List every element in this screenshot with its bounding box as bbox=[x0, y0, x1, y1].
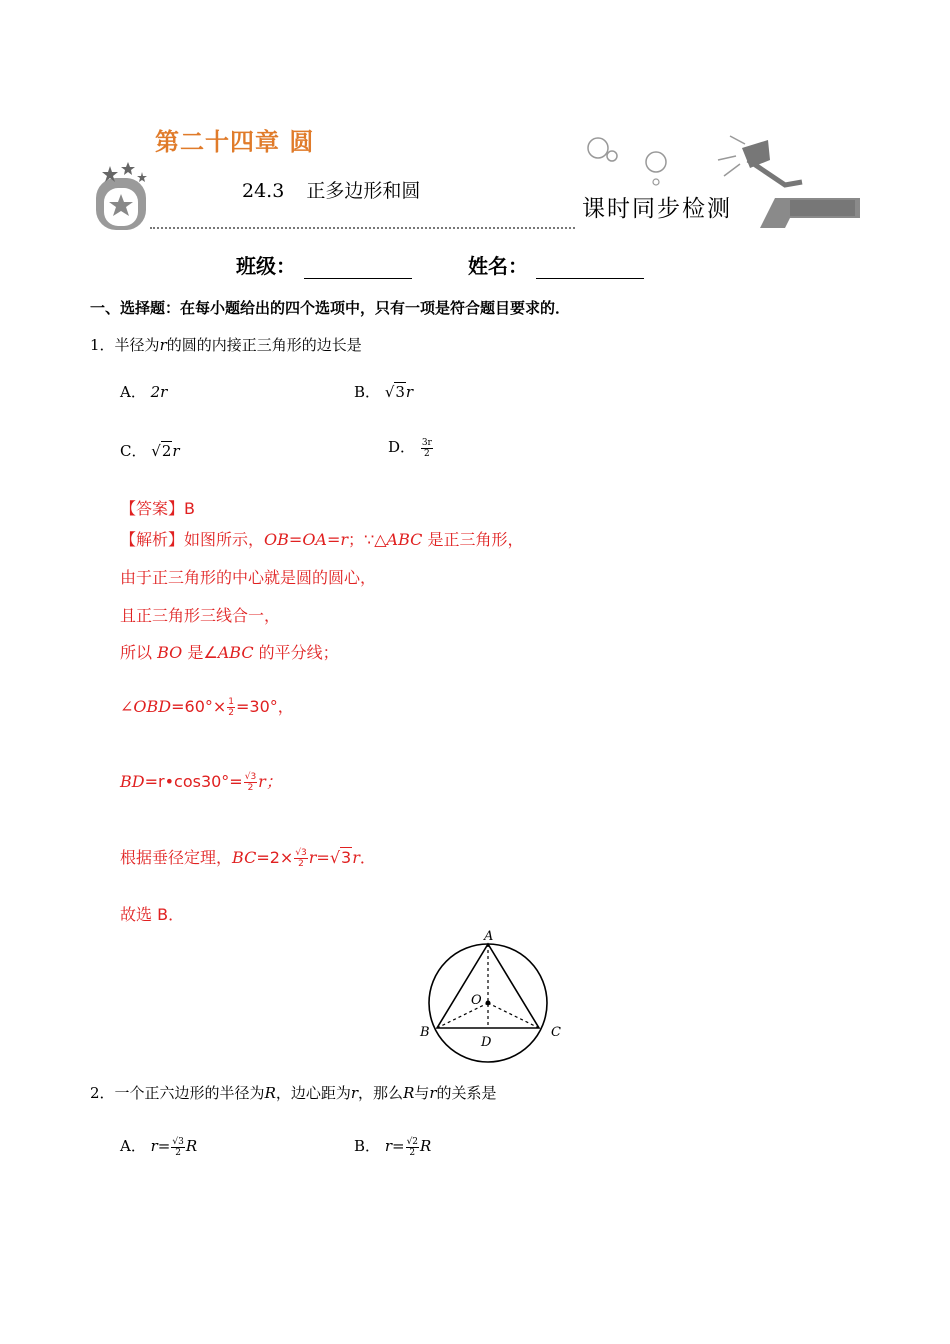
stem-variable: r bbox=[429, 1084, 437, 1102]
name-field bbox=[468, 250, 644, 279]
analysis-line-1 bbox=[120, 527, 524, 550]
denominator: 2 bbox=[175, 1147, 181, 1158]
numerator: √3 bbox=[295, 848, 307, 858]
option-label: B． bbox=[354, 383, 381, 401]
question-2-stem bbox=[90, 1082, 497, 1103]
option-label: A． bbox=[120, 1137, 146, 1155]
stem-text: 半径为 bbox=[114, 336, 160, 354]
question-number: 1． bbox=[90, 336, 115, 354]
math: ∠OBD bbox=[120, 697, 172, 716]
text: 根据垂径定理， bbox=[120, 848, 233, 867]
sqrt-expression: √2 bbox=[151, 442, 172, 460]
math: BO bbox=[157, 643, 183, 662]
text: =30°， bbox=[236, 697, 294, 716]
name-blank[interactable] bbox=[536, 258, 644, 279]
stem-variable: r bbox=[159, 336, 167, 354]
q1-option-c[interactable] bbox=[120, 440, 180, 461]
option-label: B． bbox=[354, 1137, 381, 1155]
chapter-title: 第二十四章 圆 bbox=[155, 128, 315, 156]
analysis-tag: 【解析】 bbox=[120, 530, 185, 549]
denominator: 2 bbox=[247, 783, 254, 793]
banner-label: 课时同步检测 bbox=[582, 196, 732, 222]
option-value: 2r bbox=[150, 383, 168, 401]
text: 的平分线； bbox=[253, 643, 339, 662]
fraction bbox=[294, 848, 307, 869]
denominator: 2 bbox=[423, 448, 430, 459]
class-label: 班级： bbox=[236, 254, 296, 278]
answer-value: B bbox=[184, 499, 195, 518]
numerator: √3 bbox=[244, 772, 257, 782]
fraction bbox=[406, 1137, 419, 1158]
section-title: 正多边形和圆 bbox=[306, 180, 421, 202]
q1-option-a[interactable] bbox=[120, 381, 167, 402]
question-1-stem bbox=[90, 334, 362, 355]
label-d: D bbox=[481, 1035, 492, 1050]
label-b: B bbox=[420, 1025, 430, 1040]
sqrt-expression: √3 bbox=[384, 383, 405, 401]
text: 是∠ bbox=[182, 643, 218, 662]
text: =r•cos30°= bbox=[144, 772, 243, 791]
analysis-line-4 bbox=[120, 640, 339, 663]
math: BD bbox=[120, 772, 145, 791]
analysis-line-8: 故选 B． bbox=[120, 905, 185, 924]
text: 所以 bbox=[120, 643, 158, 662]
numerator: 3r bbox=[421, 437, 432, 448]
fraction bbox=[171, 1137, 184, 1158]
answer-line bbox=[120, 496, 195, 519]
analysis-line-3: 且正三角形三线合一， bbox=[120, 606, 281, 625]
math: ABC bbox=[217, 643, 254, 662]
radicand: 2 bbox=[161, 442, 172, 460]
analysis-line-5 bbox=[120, 694, 294, 718]
class-field bbox=[236, 250, 412, 279]
label-o: O bbox=[471, 993, 482, 1008]
stem-text: 与 bbox=[414, 1084, 430, 1102]
q2-option-a[interactable] bbox=[120, 1135, 197, 1158]
text: =2× bbox=[256, 848, 294, 867]
denominator: 2 bbox=[409, 1147, 416, 1158]
label-a: A bbox=[484, 929, 494, 944]
math: ABC bbox=[386, 530, 423, 549]
numerator: √2 bbox=[406, 1136, 419, 1147]
math: r bbox=[352, 848, 360, 867]
denominator: 2 bbox=[228, 708, 235, 718]
math: r； bbox=[258, 772, 282, 791]
text: ；∵△ bbox=[348, 530, 387, 549]
radicand: 3 bbox=[395, 383, 405, 401]
stem-text: 一个正六边形的半径为 bbox=[114, 1084, 265, 1102]
section-heading bbox=[242, 176, 420, 203]
stem-text: 的圆的内接正三角形的边长是 bbox=[166, 336, 362, 354]
analysis-line-7 bbox=[120, 845, 376, 869]
stem-text: ，那么 bbox=[358, 1084, 404, 1102]
stem-variable: R bbox=[264, 1084, 276, 1102]
math: R bbox=[185, 1137, 198, 1155]
math: OB=OA=r bbox=[264, 530, 349, 549]
option-label: D． bbox=[388, 438, 416, 456]
denominator: 2 bbox=[298, 859, 304, 869]
radicand: 3 bbox=[341, 848, 352, 867]
star-badge-icon bbox=[90, 160, 160, 232]
q2-option-b[interactable] bbox=[354, 1135, 431, 1158]
text: ． bbox=[359, 848, 376, 867]
section-number: 24.3 bbox=[242, 180, 285, 202]
option-label: C． bbox=[120, 442, 147, 460]
stem-variable: r bbox=[350, 1084, 359, 1102]
fraction bbox=[421, 438, 433, 459]
text: =60°× bbox=[171, 697, 227, 716]
numerator: 1 bbox=[228, 697, 235, 707]
text: 如图所示， bbox=[184, 530, 265, 549]
option-variable: r bbox=[405, 383, 414, 401]
label-c: C bbox=[551, 1025, 561, 1040]
stem-variable: R bbox=[403, 1084, 415, 1102]
q1-option-b[interactable] bbox=[354, 381, 413, 402]
stem-text: 的关系是 bbox=[436, 1084, 497, 1102]
name-label: 姓名： bbox=[468, 254, 528, 278]
header-divider bbox=[150, 227, 575, 229]
center-point bbox=[486, 1001, 491, 1006]
sqrt-expression: √3 bbox=[329, 848, 352, 867]
math: r= bbox=[384, 1137, 405, 1155]
fraction bbox=[244, 772, 257, 793]
question-number: 2． bbox=[90, 1084, 115, 1102]
answer-tag: 【答案】 bbox=[120, 499, 185, 518]
text: 是正三角形， bbox=[422, 530, 524, 549]
q1-option-d[interactable] bbox=[388, 436, 434, 459]
option-label: A． bbox=[120, 383, 146, 401]
math: r= bbox=[308, 848, 330, 867]
class-blank[interactable] bbox=[304, 258, 412, 279]
numerator: √3 bbox=[172, 1136, 184, 1147]
analysis-line-2: 由于正三角形的中心就是圆的圆心， bbox=[120, 568, 377, 587]
stem-text: ，边心距为 bbox=[275, 1084, 351, 1102]
option-variable: r bbox=[172, 442, 180, 460]
section-instructions: 一、选择题：在每小题给出的四个选项中，只有一项是符合题目要求的． bbox=[90, 299, 571, 317]
math: BC bbox=[232, 848, 257, 867]
fraction bbox=[227, 697, 235, 718]
analysis-line-6 bbox=[120, 769, 282, 793]
math: R bbox=[420, 1137, 432, 1155]
math: r= bbox=[150, 1137, 171, 1155]
circle-triangle-figure bbox=[410, 925, 570, 1075]
